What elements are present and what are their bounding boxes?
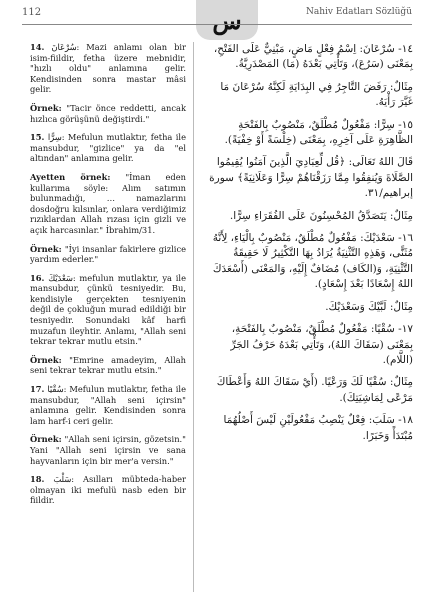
entry-17: 17. سُقْيًا: Mefulun mutlaktır, fetha ile mansubdur, "Allah seni içirsin" anlamına gelir. Kendisinden sonra lam harf-i ceri gelir. <box>30 384 186 426</box>
entry-18: 18. سَلْبَ: Asılları mübteda-haber olmayan iki mefulü nasb eden bir fiildir. <box>30 474 187 506</box>
column-divider <box>193 42 194 592</box>
page-number: 112 <box>22 7 42 18</box>
ayah-example-15: Ayetten örnek: "İman eden kullarıma söyle: Alım satımın bulunmadığı, … namazlarını dosdoğru kılsınlar, onlara verdiğimiz rızıklardan Allah rızası için gizli ve açık harcasınlar." İbrahim/31. <box>30 171 186 235</box>
turkish-column <box>30 42 186 514</box>
example-14: Örnek: "Tacir önce reddetti, ancak hızlıca görüşünü değiştirdi." <box>30 102 186 124</box>
header-rule <box>22 24 412 25</box>
arabic-entry-17: ١٧- سُقْيًا: مَفْعُولٌ مُطْلَقٌ، مَنْصُوبٌ بِالفَتْحَةِ، بِمَعْنَى (سَقَاكَ اللهُ)، وَتَأْتِي بَعْدَهُ حَرْفُ الجَرِّ (اللَّام). <box>230 323 413 366</box>
arabic-example-17: مِثَالٌ: سُقْيًا لَكَ وَرَعْيًا. (أَيْ سَقَاكَ اللهُ وَأَعْطَاكَ مَرْعًى لِمَاشِيَتِكَ). <box>216 376 413 404</box>
arabic-entry-18: ١٨- سَلَبَ: فِعْلٌ يَنْصِبُ مَفْعُولَيْنِ لَيْسَ أَصْلُهُمَا مُبْتَدَأً وَخَبَرًا. <box>223 414 413 442</box>
book-title: Nahiv Edatları Sözlüğü <box>305 7 412 17</box>
example-15: Örnek: "İyi insanlar fakirlere gizlice yardım ederler." <box>30 243 187 265</box>
arabic-ayah-15: قَالَ اللهُ تَعَالَى: ﴿قُل لِّعِبَادِيَ الَّذِينَ آمَنُوا يُقِيمُوا الصَّلَاةَ وَيُنفِقُوا مِمَّا رَزَقْنَاهُمْ سِرًّا وَعَلَانِيَةً﴾ سورة إبراهيم/٣١. <box>209 156 413 200</box>
entry-16: 16. سَعْدَيْكَ: mefulun mutlaktır, ya ile mansubdur, çünkü tesniyedir. Bu, kendisiyle gerçekten tesniyenin değil de çokluğun murad edildiği bir tesniyedir. Sonundaki kâf harfi muzafun ileyhtir. Anlamı, "Allah seni tekrar tekrar mutlu etsin." <box>30 272 186 347</box>
example-16: Örnek: "Emrine amadeyim, Allah seni tekrar tekrar mutlu etsin." <box>30 354 187 376</box>
arabic-entry-15: ١٥- سِرًّا: مَفْعُولٌ مُطْلَقٌ، مَنْصُوبٌ بِالفَتْحَةِ الظَّاهِرَةِ عَلَى آخِرِهِ، بِمَعْنَى (خِلْسَةً أَوْ خِفْيَةً). <box>224 118 413 147</box>
example-17: Örnek: "Allah seni içirsin, gözetsin." Yani "Allah seni içirsin ve sana hayvanların için bir mer'a versin." <box>30 434 186 466</box>
entry-14: 14. سُرْعَانَ: Mazi anlamı olan bir isim-fiildir, fetha üzere mebnidir, "hızlı oldu" anlamına gelir. Kendisinden sonra mastar mâsi gelir. <box>30 42 186 95</box>
page-header <box>22 0 412 35</box>
entry-15: 15. سِرًّا: Mefulun mutlaktır, fetha ile mansubdur, "gizlice" ya da "el altından" anlamına gelir. <box>30 132 186 164</box>
arabic-example-15: مِثَالٌ: يَتَصَدَّقُ المُحْسِنُونَ عَلَى الفُقَرَاءِ سِرًّا. <box>229 209 413 222</box>
arabic-example-16: مِثَالٌ: لَبَّيْكَ وَسَعْدَيْكَ. <box>325 300 413 313</box>
arabic-column <box>203 42 413 451</box>
arabic-entry-16: ١٦- سَعْدَيْكَ: مَفْعُولٌ مُطْلَقٌ، مَنْصُوبٌ بِالْيَاءِ، لِأَنَّهُ مُثَنًّى، وَهَذِهِ التَّثْنِيَةُ يُرَادُ بِهَا التَّكْثِيرُ لَا حَقِيقَةُ التَّثْنِيَةِ، وَ(الكَاف) مُضَافٌ إِلَيْهِ، وَالمَعْنَى (أَسْعَدَكَ اللهُ إِسْعَادًا بَعْدَ إِسْعَادٍ). <box>212 232 413 291</box>
arabic-entry-14: ١٤- سُرْعَانَ: اِسْمُ فِعْلٍ مَاضٍ، مَبْنِيٌّ عَلَى الفَتْحِ، بِمَعْنَى (سَرُعَ)، وَتَأْتِي بَعْدَهُ (مَا) المَصْدَرِيَّةُ. <box>213 43 413 71</box>
letter-tab: س <box>196 0 258 40</box>
arabic-example-14: مِثَالٌ: رَفَضَ التَّاجِرُ فِي البِدَايَةِ لَكِنَّهُ سُرْعَانَ مَا غَيَّرَ رَأْيَهُ. <box>220 80 413 109</box>
